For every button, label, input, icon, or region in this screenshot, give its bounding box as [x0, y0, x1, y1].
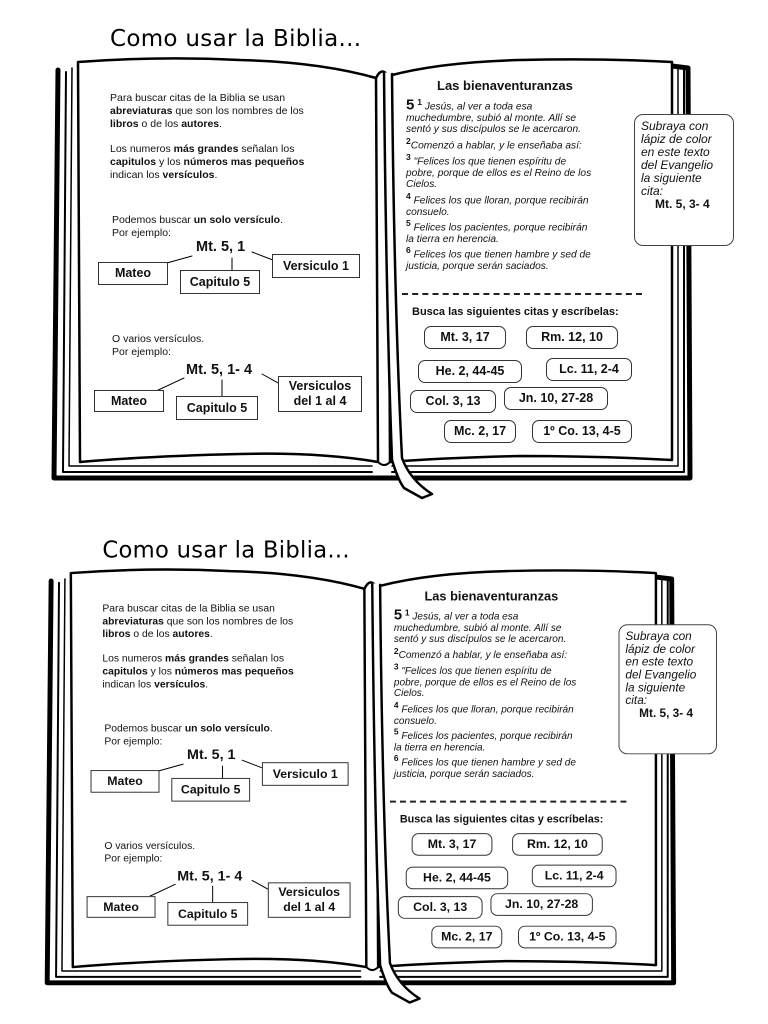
- bigger-term: más grandes: [165, 652, 229, 665]
- intro-line-3: [102, 628, 212, 640]
- verses-range-line-2: del 1 al 4: [283, 900, 336, 914]
- verse-text: Felices los que lloran, porque recibirán: [410, 195, 589, 207]
- passage-line: Cielos.: [406, 179, 438, 191]
- note-line: la siguiente: [641, 171, 702, 185]
- numbers-line-3-start: indican los: [110, 169, 163, 181]
- single-verse-term: un solo versículo: [184, 722, 270, 735]
- verses-range-line-1: Versiculos: [288, 379, 352, 393]
- passage-line: Cielos.: [393, 688, 425, 700]
- note-line: en este texto: [625, 654, 694, 669]
- numbers-line-2: [102, 666, 293, 678]
- verse-text: "Felices los que tienen espíritu de: [398, 665, 552, 677]
- passage-line: pobre, porque de ellos es el Reino de los: [406, 167, 592, 179]
- single-verse-start: Podemos buscar: [104, 722, 185, 735]
- verse-text: Jesús, al ver a toda esa: [409, 611, 519, 623]
- intro-line-3-or: o de los: [138, 118, 182, 130]
- intro-line-2: [110, 105, 304, 118]
- passage-line: pobre, porque de ellos es el Reino de los: [393, 677, 577, 688]
- note-line: cita:: [641, 184, 664, 198]
- note-citation: [625, 707, 710, 720]
- passage-line: justicia, porque serán saciados.: [406, 261, 549, 273]
- chapter-number: 5: [406, 96, 415, 114]
- passage-line: [406, 97, 638, 113]
- dashed-divider: [390, 801, 626, 803]
- worksheet-copy-bottom: [0, 512, 750, 1016]
- verses-range-box: [268, 882, 351, 917]
- passage-line: muchedumbre, subió al monte. Allí se: [406, 112, 577, 124]
- verse-number: 3: [406, 151, 411, 162]
- note-line: del Evangelio: [625, 667, 697, 682]
- verse-number: 4: [393, 699, 399, 710]
- intro-line-3-or: o de los: [130, 628, 173, 641]
- citation-box: Mt. 3, 17: [412, 833, 493, 856]
- verse-number: 1: [417, 97, 422, 107]
- note-line: en este texto: [641, 145, 710, 159]
- single-example-label: Por ejemplo:: [104, 735, 163, 748]
- citation-box: Jn. 10, 27-28: [504, 387, 608, 410]
- abbreviations-term: abreviaturas: [110, 105, 173, 117]
- verse-box: Versiculo 1: [262, 762, 349, 786]
- numbers-line-1-end: señalan los: [228, 652, 285, 665]
- verse-text: Comenzó a hablar, y le enseñaba así:: [398, 650, 568, 662]
- verse-number: 6: [393, 753, 399, 764]
- verse-text: Felices los que tienen hambre y sed de: [398, 758, 576, 769]
- numbers-line-3-end: .: [205, 678, 209, 691]
- note-citation-text: Mt. 5, 3- 4: [655, 197, 710, 211]
- passage-line: justicia, porque serán saciados.: [393, 769, 535, 781]
- verses-range-line-2: del 1 al 4: [293, 394, 347, 408]
- passage-line: [394, 608, 623, 624]
- single-reference: Mt. 5, 1: [187, 747, 236, 764]
- single-verse-line: [104, 723, 272, 735]
- passage-line: la tierra en herencia.: [406, 233, 499, 245]
- single-example-label: Por ejemplo:: [112, 227, 171, 239]
- note-line: Subraya con: [641, 119, 709, 133]
- passage-line: sentó y sus discípulos se le acercaron.: [406, 124, 581, 136]
- passage-line: la tierra en herencia.: [393, 742, 486, 754]
- verses-range-box: [278, 376, 362, 412]
- intro-line-3-end: .: [219, 118, 223, 130]
- verse-number: 5: [406, 218, 411, 229]
- passage-line: [394, 646, 623, 662]
- passage-line: consuelo.: [393, 715, 437, 727]
- intro-line-2-rest: que son los nombres de los: [163, 615, 294, 628]
- note-citation: [641, 198, 727, 211]
- single-reference: Mt. 5, 1: [196, 239, 246, 255]
- citation-box: Jn. 10, 27-28: [490, 893, 592, 916]
- verse-number: 1: [404, 607, 410, 618]
- numbers-line-3-start: indican los: [102, 678, 155, 691]
- dashed-divider: [402, 293, 642, 295]
- gospel-passage: [406, 97, 638, 273]
- passage-line: [394, 662, 623, 678]
- chapters-term: capitulos: [102, 665, 148, 678]
- verse-text: Jesús, al ver a toda esa: [421, 101, 533, 113]
- citation-box: 1º Co. 13, 4-5: [532, 420, 632, 443]
- note-line: lápiz de color: [625, 642, 696, 656]
- intro-line-3-end: .: [209, 628, 213, 641]
- citation-box: He. 2, 44-45: [406, 867, 508, 890]
- citation-box: Col. 3, 13: [410, 390, 496, 413]
- citation-box: Mc. 2, 17: [431, 926, 502, 949]
- verse-number: 4: [406, 190, 411, 201]
- passage-line: [394, 754, 623, 770]
- citation-box: Mt. 3, 17: [424, 326, 506, 349]
- verses-term: versículos: [162, 169, 215, 181]
- multi-verse-line: O varios versículos.: [104, 840, 196, 852]
- numbers-line-1-end: señalan los: [238, 143, 295, 155]
- book-box: Mateo: [94, 390, 164, 412]
- book-box: Mateo: [87, 896, 156, 918]
- chapter-box: Capitulo 5: [171, 778, 250, 802]
- verse-text: Felices los pacientes, porque recibirán: [410, 222, 588, 234]
- books-term: libros: [102, 628, 131, 641]
- passage-line: [406, 245, 638, 261]
- verse-text: Felices los que lloran, porque recibirán: [398, 704, 574, 715]
- multi-reference: Mt. 5, 1- 4: [177, 868, 243, 885]
- verse-number: 3: [393, 661, 399, 672]
- exercise-heading: Busca las siguientes citas y escríbelas:: [412, 306, 619, 318]
- chapters-term: capitulos: [110, 156, 157, 168]
- verse-text: Felices los que tienen hambre y sed de: [410, 249, 591, 261]
- citation-box: Col. 3, 13: [398, 896, 483, 919]
- abbreviations-term: abreviaturas: [102, 615, 164, 628]
- verse-number: 5: [393, 726, 399, 737]
- gospel-passage: [394, 608, 623, 781]
- intro-line-1: Para buscar citas de la Biblia se usan: [102, 602, 275, 615]
- passage-heading: Las bienaventuranzas: [437, 78, 573, 93]
- citation-box: He. 2, 44-45: [418, 360, 522, 383]
- numbers-line-1: [102, 653, 284, 665]
- multi-example-label: Por ejemplo:: [112, 346, 171, 358]
- verse-text: "Felices los que tienen espíritu de: [410, 156, 567, 168]
- chapter-box: Capitulo 5: [167, 902, 248, 926]
- books-term: libros: [110, 118, 139, 130]
- note-line: lápiz de color: [641, 132, 712, 146]
- passage-line: sentó y sus discípulos se le acercaron.: [393, 634, 567, 646]
- numbers-line-1-start: Los numeros: [102, 652, 166, 665]
- worksheet: [0, 512, 750, 1016]
- instruction-note: [634, 114, 734, 246]
- note-line: la siguiente: [625, 680, 686, 695]
- intro-line-2: [102, 615, 293, 627]
- single-verse-end: .: [269, 722, 273, 735]
- numbers-line-3: [102, 678, 208, 690]
- verse-box: Versiculo 1: [272, 254, 360, 278]
- single-verse-end: .: [280, 214, 283, 226]
- intro-line-2-rest: que son los nombres de los: [172, 105, 304, 117]
- single-verse-term: un solo versículo: [193, 214, 281, 226]
- verse-text: Comenzó a hablar, y le enseñaba así:: [410, 140, 582, 152]
- numbers-line-3-end: .: [214, 169, 218, 181]
- citation-box: Mc. 2, 17: [444, 420, 516, 443]
- passage-line: [406, 136, 638, 152]
- passage-line: [406, 191, 638, 207]
- chapter-box: Capitulo 5: [176, 396, 258, 420]
- citation-box: Rm. 12, 10: [512, 833, 603, 856]
- numbers-line-2: [110, 156, 304, 169]
- citation-box: 1º Co. 13, 4-5: [518, 926, 617, 949]
- smaller-numbers-term: números mas pequeños: [174, 665, 294, 678]
- multi-verse-line: O varios versículos.: [112, 333, 205, 345]
- chapter-box: Capitulo 5: [180, 270, 260, 294]
- passage-line: consuelo.: [406, 206, 450, 218]
- smaller-numbers-term: números mas pequeños: [183, 156, 305, 168]
- open-bible-illustration: [0, 512, 750, 1016]
- single-verse-line: [112, 214, 283, 227]
- multi-reference: Mt. 5, 1- 4: [186, 362, 253, 378]
- authors-term: autores: [181, 118, 220, 130]
- note-citation-text: Mt. 5, 3- 4: [639, 706, 694, 720]
- worksheet-title: Como usar la Biblia...: [110, 26, 362, 52]
- worksheet-title: Como usar la Biblia...: [102, 537, 350, 564]
- single-verse-start: Podemos buscar: [112, 214, 194, 226]
- verses-term: versículos: [154, 678, 206, 691]
- intro-line-3: [110, 118, 222, 131]
- numbers-line-1: [110, 143, 294, 156]
- numbers-line-2-and: y los: [147, 665, 175, 678]
- note-line: del Evangelio: [641, 158, 714, 172]
- verses-range-line-1: Versiculos: [278, 885, 340, 900]
- verse-number: 6: [406, 245, 411, 256]
- passage-line: [394, 700, 623, 716]
- verse-number: 2: [393, 645, 399, 656]
- verse-number: 2: [406, 135, 411, 146]
- intro-line-1: Para buscar citas de la Biblia se usan: [110, 92, 286, 104]
- chapter-number: 5: [393, 606, 403, 624]
- exercise-heading: Busca las siguientes citas y escríbelas:: [399, 813, 604, 826]
- passage-heading: Las bienaventuranzas: [424, 588, 559, 604]
- numbers-line-3: [110, 169, 217, 182]
- passage-line: [406, 152, 638, 168]
- book-box: Mateo: [91, 770, 160, 793]
- numbers-line-1-start: Los numeros: [110, 143, 174, 155]
- citation-box: Lc. 11, 2-4: [532, 865, 617, 888]
- verse-text: Felices los pacientes, porque recibirán: [398, 731, 573, 742]
- bigger-term: más grandes: [173, 143, 239, 155]
- citation-box: Lc. 11, 2-4: [546, 358, 632, 381]
- passage-line: [406, 218, 638, 234]
- instruction-note: [618, 624, 717, 754]
- citation-box: Rm. 12, 10: [526, 326, 618, 349]
- note-line: cita:: [625, 693, 648, 708]
- passage-line: [394, 727, 623, 743]
- note-line: Subraya con: [625, 629, 692, 644]
- passage-line: muchedumbre, subió al monte. Allí se: [393, 623, 562, 635]
- book-box: Mateo: [98, 262, 168, 285]
- numbers-line-2-and: y los: [156, 156, 184, 168]
- authors-term: autores: [172, 628, 210, 641]
- multi-example-label: Por ejemplo:: [104, 852, 163, 865]
